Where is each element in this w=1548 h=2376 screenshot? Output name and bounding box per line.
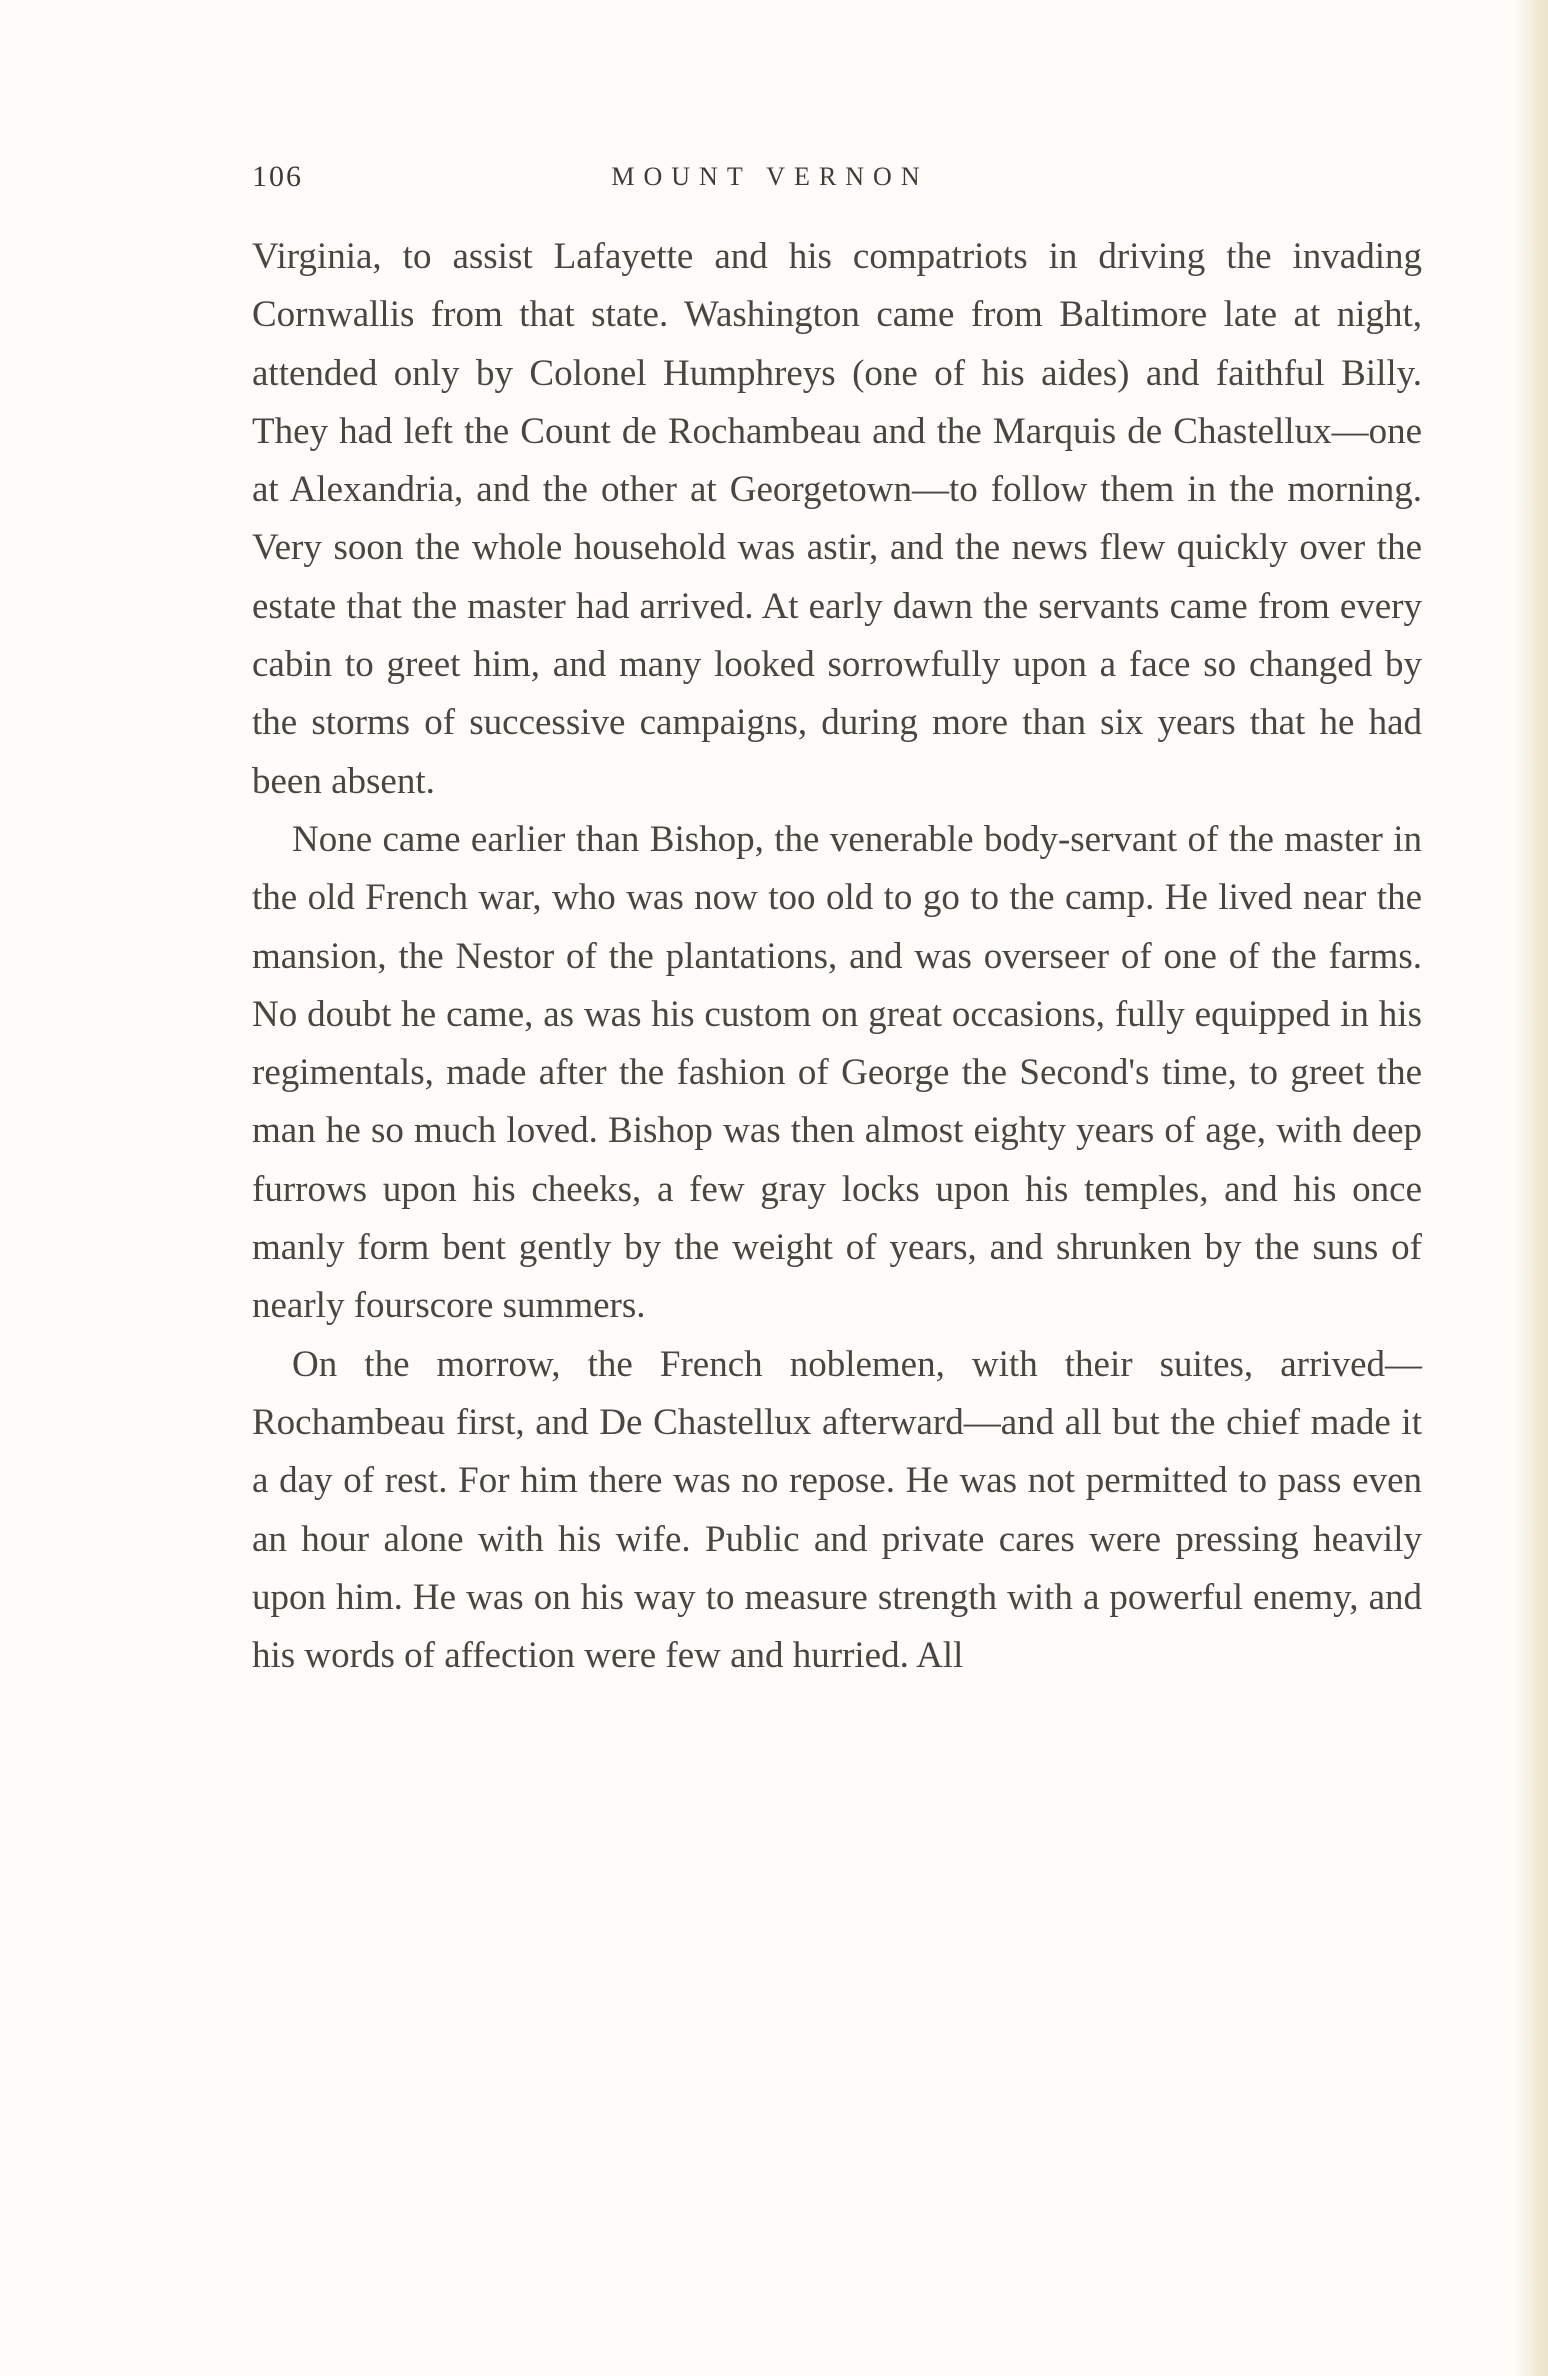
paragraph-2: None came earlier than Bishop, the venerable body-servant of the master in the old French war, who was now too old to go to the camp. He lived near the mansion, the Nestor of the plantations, and was overseer of one of the farms. No doubt he came, as was his custom on great occasions, fully equipped in his regimentals, made after the fashion of George the Second's time, to greet the man he so much loved. Bishop was then almost eighty years of age, with deep furrows upon his cheeks, a few gray locks upon his temples, and his once manly form bent gently by the weight of years, and shrunken by the suns of nearly fourscore summers. xyxy=(252,818,1422,1327)
page-header xyxy=(250,160,1290,204)
page-edge-shading xyxy=(1514,0,1548,2376)
body-text xyxy=(252,228,1422,1685)
paragraph-3: On the morrow, the French noblemen, with their suites, arrived—Rochambeau first, and De Chastellux afterward—and all but the chief made it a day of rest. For him there was no repose. He was not permitted to pass even an hour alone with his wife. Public and private cares were pressing heavily upon him. He was on his way to measure strength with a powerful enemy, and his words of affection were few and hurried. All xyxy=(252,1343,1422,1677)
page-number: 106 xyxy=(252,160,303,193)
paragraph-1: Virginia, to assist Lafayette and his compatriots in driving the invading Cornwallis from that state. Washington came from Baltimore late at night, attended only by Colonel Humphreys (one of his aides) and faithful Billy. They had left the Count de Rochambeau and the Marquis de Chastellux—one at Alexandria, and the other at Georgetown—to follow them in the morning. Very soon the whole household was astir, and the news flew quickly over the estate that the master had arrived. At early dawn the servants came from every cabin to greet him, and many looked sorrowfully upon a face so changed by the storms of successive campaigns, during more than six years that he had been absent. xyxy=(252,236,1422,802)
running-head: MOUNT VERNON xyxy=(611,162,929,191)
